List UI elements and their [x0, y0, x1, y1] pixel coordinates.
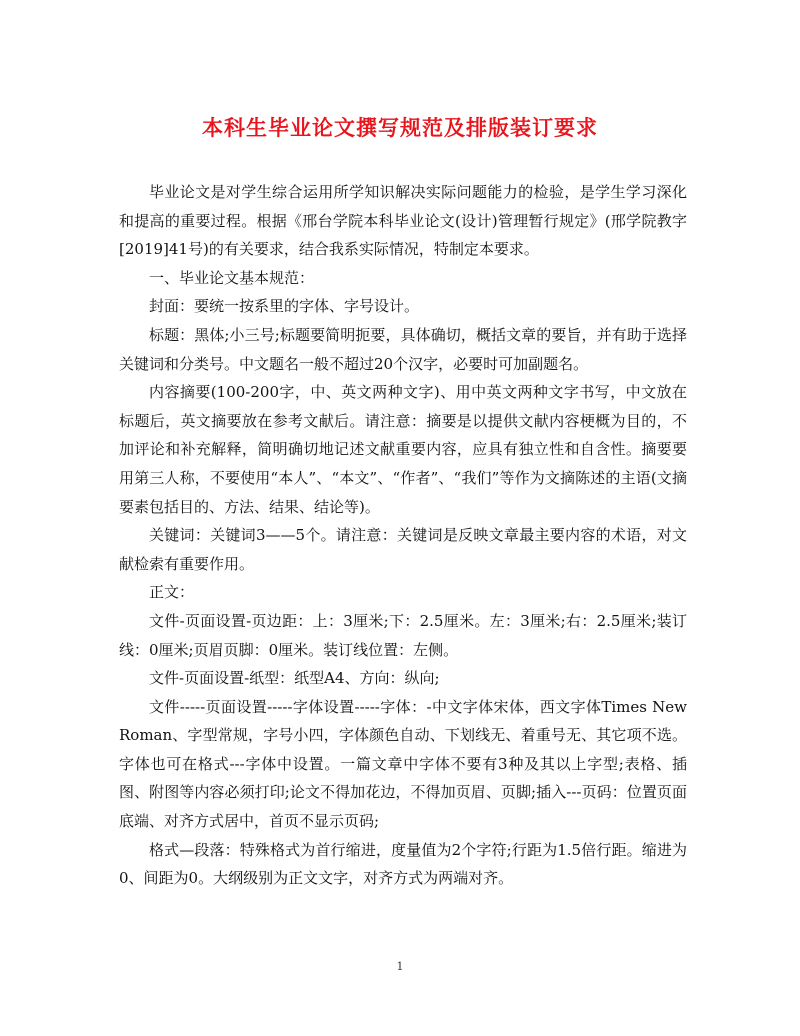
- document-title: 本科生毕业论文撰写规范及排版装订要求: [202, 116, 598, 140]
- section-heading-basic-norms: 一、毕业论文基本规范：: [149, 268, 315, 287]
- font-rule-paragraph: 文件-----页面设置-----字体设置-----字体：-中文字体宋体，西文字体Times New Roman、字型常规，字号小四，字体颜色自动、下划线无、着重号无、其它项不选。字体也可在格式---字体中设置。一篇文章中字体不要有3种及其以上字型;表格、插图、附图等内容必须打印;论文不得加花边，不得加页眉、页脚;插入---页码：位置页面底端、对齐方式居中，首页不显示页码;: [119, 697, 687, 831]
- page-number: 1: [396, 960, 404, 973]
- intro-paragraph: 毕业论文是对学生综合运用所学知识解决实际问题能力的检验，是学生学习深化和提高的重要过程。根据《邢台学院本科毕业论文(设计)管理暂行规定》(邢学院教字[2019]41号)的有关要求，结合我系实际情况，特制定本要求。: [119, 183, 687, 259]
- margins-rule-paragraph: 文件-页面设置-页边距：上：3厘米;下：2.5厘米。左：3厘米;右：2.5厘米;装订线：0厘米;页眉页脚：0厘米。装订线位置：左侧。: [119, 611, 687, 659]
- document-body: [119, 178, 687, 893]
- body-heading-paragraph: 正文：: [149, 583, 195, 602]
- abstract-rule-paragraph: 内容摘要(100-200字，中、英文两种文字)、用中英文两种文字书写，中文放在标题后，英文摘要放在参考文献后。请注意：摘要是以提供文献内容梗概为目的，不加评论和补充解释，简明确切地记述文献重要内容，应具有独立性和自含性。摘要要用第三人称，不要使用“本人”、“本文”、“作者”、“我们”等作为文摘陈述的主语(文摘要素包括目的、方法、结果、结论等)。: [119, 383, 687, 516]
- paragraph-format-rule: 格式—段落：特殊格式为首行缩进，度量值为2个字符;行距为1.5倍行距。缩进为0、间距为0。大纲级别为正文文字，对齐方式为两端对齐。: [119, 840, 687, 888]
- title-rule-paragraph: 标题：黑体;小三号;标题要简明扼要，具体确切，概括文章的要旨，并有助于选择关键词和分类号。中文题名一般不超过20个汉字，必要时可加副题名。: [119, 325, 687, 373]
- paper-rule-paragraph: 文件-页面设置-纸型：纸型A4、方向：纵向;: [149, 669, 440, 688]
- cover-paragraph: 封面：要统一按系里的字体、字号设计。: [149, 297, 420, 316]
- keywords-rule-paragraph: 关键词：关键词3——5个。请注意：关键词是反映文章最主要内容的术语，对文献检索有重要作用。: [119, 526, 687, 573]
